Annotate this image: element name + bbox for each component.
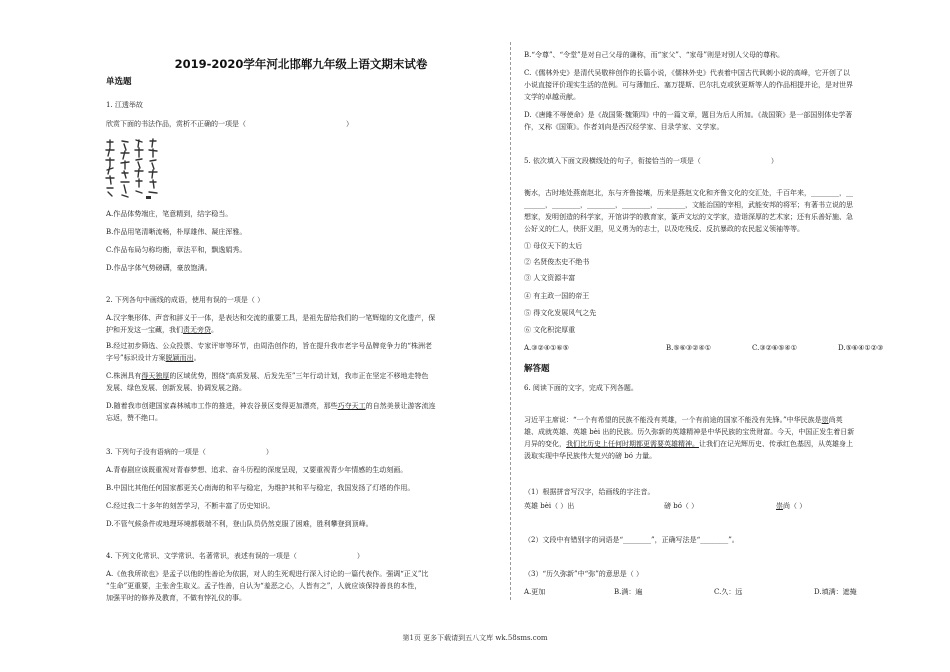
q5-passage-line1: 衡水，古时地处燕南赵北，东与齐鲁接壤，历来是燕赵文化和齐鲁文化的交汇处，千百年来，________，__	[524, 189, 853, 197]
q2-stem: 2. 下列各句中画线的成语，使用有误的一项是（ ）	[106, 296, 265, 304]
q1-option-d[interactable]: D.作品字体气势磅礴，豪放饱满。	[106, 264, 212, 272]
q5-option-c[interactable]: C.③②⑥⑤④①	[752, 344, 797, 352]
section-heading-single-choice: 单选题	[106, 77, 132, 87]
q5-option-d[interactable]: D.⑤⑥④①②③	[838, 344, 884, 352]
underlined-idiom: 巧夺天工	[337, 402, 366, 410]
q6-sub3-option-d[interactable]: D.填满：遮掩	[814, 588, 857, 596]
q3-option-b[interactable]: B.中国比其他任何国家都更关心南海的和平与稳定，为维护其和平与稳定，我国发扬了灯塔的作用。	[106, 484, 415, 492]
q5-item-5: ⑤ 得文化发展风气之先	[524, 309, 597, 317]
q6-passage-line4: 汲取实现中华民族伟大复兴的磅 bó 力量。	[524, 452, 657, 460]
q4-stem: 4. 下列文化常识、文学常识、名著常识，表述有误的一项是（ ）	[106, 552, 364, 560]
q6-sub3: （3）“历久弥新”中“弥”的意思是（ ）	[524, 570, 643, 578]
q3-option-a[interactable]: A.青春剧应该既重视对青春梦想、追求、奋斗历程的深度呈现，又要重视青少年情感的生动刻画。	[106, 466, 408, 474]
q4-option-a-line1[interactable]: A.《鱼我所欲也》是孟子以他的性善论为依据，对人的生死观进行深入讨论的一篇代表作。强调“正义”比	[106, 570, 429, 578]
q6-passage-line2: 雄、成就英雄、英雄 bèi 出的民族。历久弥新的英雄精神是中华民族的宝贵财富。今天，中国正发生着日新	[524, 428, 855, 436]
q4-option-d-line2[interactable]: 作，又称《国策》。作者刘向是西汉经学家、目录学家、文学家。	[524, 123, 724, 131]
underlined-sentence: 我们比历史上任何时期都更需要英雄精神。	[566, 440, 699, 448]
column-divider	[510, 42, 511, 600]
q4-option-a-line3[interactable]: 加强平时的修养及教育，不做有悖礼仪的事。	[106, 594, 246, 602]
q2-option-d-line1[interactable]: D.随着我市创建国家森林城市工作的推进，神农谷景区变得更加漂亮，那些巧夺天工的自然美景让游客流连	[106, 402, 436, 410]
q5-item-3: ③ 人文资源丰富	[524, 274, 576, 282]
q6-sub3-option-a[interactable]: A.更加	[524, 588, 546, 596]
q5-stem: 5. 依次填入下面文段横线处的句子，衔接恰当的一项是（ ）	[524, 157, 778, 165]
q4-option-c-line3[interactable]: 文学的卓越贡献。	[524, 93, 580, 101]
q3-option-d[interactable]: D.不管气候条件或地理环境都极端不利，登山队员仍然克服了困难，胜利攀登到顶峰。	[106, 520, 373, 528]
underlined-idiom: 责无旁贷	[183, 326, 211, 334]
page-title: 2019-2020学年河北邯郸九年级上语文期末试卷	[174, 57, 428, 71]
q4-option-d-line1[interactable]: D.《唐雎不辱使命》是《战国策·魏策四》中的一篇文章，题目为后人所加。《战国策》是一部国别体史学著	[524, 111, 853, 119]
q5-passage-line2: ______，________，________，________，________，文能治国的宰相，武能安邦的将军；有著书立说的思	[524, 201, 853, 209]
calligraphy-artwork	[102, 138, 162, 200]
q1-number: 1. 江透举故	[106, 101, 143, 109]
q5-item-4: ④ 有主政一国的帝王	[524, 292, 590, 300]
q5-passage-line4: 公好义的仁人，侠肝义胆，见义勇为的志士，以及吃残反、反抗暴政的农民起义领袖等等。	[524, 225, 804, 233]
q4-option-a-line2[interactable]: “生命”更重要，主张舍生取义。孟子性善，自认为“羞恶之心，人皆有之”，人就应该保持善良的本性，	[106, 582, 422, 590]
q1-stem: 欣赏下面的书法作品，赏析不正确的一项是（ ）	[106, 120, 353, 128]
q6-sub2[interactable]: （2）文段中有错别字的词语是“________”，正确写法是“________”。	[524, 536, 739, 544]
q6-sub3-option-c[interactable]: C.久：远	[714, 588, 743, 596]
q3-stem: 3. 下列句子没有语病的一项是（ ）	[106, 448, 273, 456]
q4-option-b[interactable]: B.“令尊”、“令堂”是对自己父母的谦称，而“家父”、“家母”则是对别人父母的尊称。	[524, 51, 784, 59]
q2-option-a-line2[interactable]: 护和开发这一宝藏，我们责无旁贷。	[106, 326, 218, 334]
q1-option-b[interactable]: B.作品用笔清晰流畅，朴厚雄伟、凝庄浑雅。	[106, 228, 247, 236]
section-heading-answer: 解答题	[524, 364, 550, 374]
q6-passage-line3: 月异的变化，我们比历史上任何时期都更需要英雄精神。让我们在记光辉历史、传承红色基因，从英雄身上	[524, 440, 853, 448]
q5-item-1: ① 母仪天下的太后	[524, 242, 583, 250]
q6-stem: 6. 阅读下面的文字，完成下列各题。	[524, 384, 638, 392]
q1-option-c[interactable]: C.作品布局匀称均衡，章法平和，飘逸娟秀。	[106, 246, 247, 254]
q6-sub1: （1）根据拼音写汉字，给画线的字注音。	[524, 488, 655, 496]
underlined-idiom: 脱颖而出	[165, 354, 194, 362]
q2-option-c-line1[interactable]: C.株洲具有得天独厚的区域优势，围绕“高质发展、后发先至”三年行动计划，我市正在坚定不移地走特色	[106, 372, 429, 380]
q5-item-6: ⑥ 文化积淀厚重	[524, 326, 576, 334]
q6-sub1-blank-bei[interactable]: 英雄 bèi（ ）出	[524, 502, 575, 510]
q6-sub1-blank-bo[interactable]: 磅 bó（ ）	[664, 502, 699, 510]
q2-option-d-line2[interactable]: 忘返，赞不绝口。	[106, 414, 162, 422]
q5-option-a[interactable]: A.③②④①⑥⑤	[524, 344, 569, 352]
q4-option-c-line1[interactable]: C.《儒林外史》是清代吴敬梓创作的长篇小说，《儒林外史》代表着中国古代讽刺小说的高峰，它开创了以	[524, 69, 850, 77]
q1-option-a[interactable]: A.作品体势端庄，笔意精到，结字稳当。	[106, 210, 233, 218]
q5-option-b[interactable]: B.⑤⑥③②④①	[666, 344, 712, 352]
q2-option-b-line2[interactable]: 字号”标识设计方案脱颖而出。	[106, 354, 201, 362]
q6-sub1-blank-chong[interactable]: 崇尚（ ）	[776, 502, 807, 510]
q4-option-c-line2[interactable]: 小说直接评价现实生活的范例。可与薄伽丘、塞万提斯、巴尔扎克或狄更斯等人的作品相提并论，是对世界	[524, 81, 853, 89]
q2-option-b-line1[interactable]: B.经过初步筛选、公众投票、专家评审等环节，由周浩创作的，旨在提升我市老字号品牌竞争力的“株洲老	[106, 342, 432, 350]
q2-option-a-line1[interactable]: A.汉字集形体、声音和辞义于一体，是表达和交流的重要工具，是祖先留给我们的一笔辉煌的文化遗产，保	[106, 314, 436, 322]
underlined-idiom: 得天独厚	[141, 372, 170, 380]
q5-item-2: ② 名贤俊杰史不绝书	[524, 258, 590, 266]
q5-passage-line3: 想家，发明创造的科学家，开馆讲学的教育家，篆声文坛的文学家，造诣深厚的艺术家；还有乐善好施、急	[524, 213, 853, 221]
q2-option-c-line2[interactable]: 发展、绿色发展、创新发展、协调发展之路。	[106, 384, 246, 392]
q3-option-c[interactable]: C.经过我二十多年的刻苦学习，不断丰富了历史知识。	[106, 502, 275, 510]
q6-passage-line1: 习近平主席说：“一个有希望的民族不能没有英雄，一个有前途的国家不能没有先锋。”中华民族是崇尚英	[524, 416, 843, 424]
page-footer: 第1页 更多下载请到五八文库 wk.58sms.com	[402, 634, 548, 642]
q6-sub3-option-b[interactable]: B.满：遍	[614, 588, 643, 596]
